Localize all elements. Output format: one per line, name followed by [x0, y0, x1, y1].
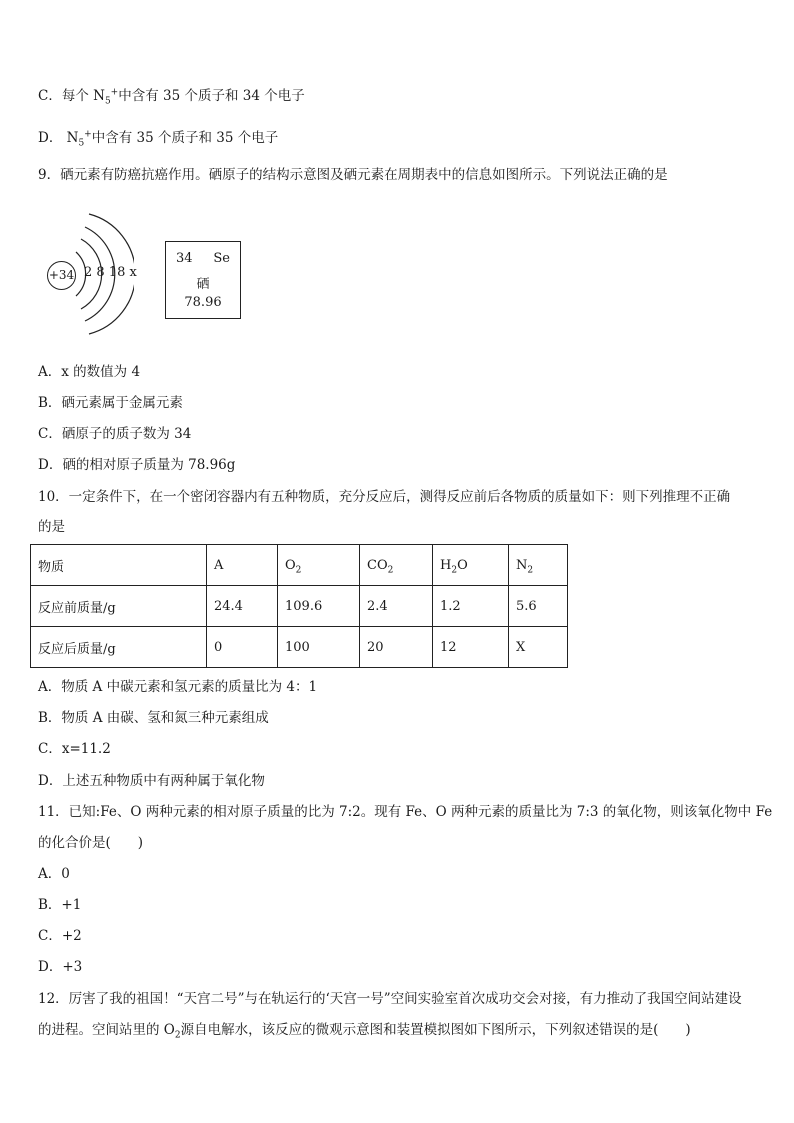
table-cell: 反应后质量/g — [31, 627, 207, 668]
q10-option-a: A．物质 A 中碳元素和氢元素的质量比为 4：1 — [38, 679, 318, 695]
table-cell: 12 — [433, 627, 509, 668]
periodic-table-cell — [165, 241, 241, 319]
q9-stem: 9．硒元素有防癌抗癌作用。硒原子的结构示意图及硒元素在周期表中的信息如图所示。下列说法正确的是 — [38, 167, 668, 183]
table-cell: 1.2 — [433, 586, 509, 627]
table-header-cell: 物质 — [31, 545, 207, 586]
table-row — [31, 627, 568, 668]
table-cell: 5.6 — [509, 586, 568, 627]
q11-option-c: C．+2 — [38, 928, 82, 944]
q11-stem-line1: 11．已知:Fe、O 两种元素的相对原子质量的比为 7:2。现有 Fe、O 两种元素的质量比为 7:3 的氧化物，则该氧化物中 Fe — [38, 804, 773, 820]
nucleus-charge: +34 — [47, 261, 76, 290]
table-header-cell: A — [207, 545, 278, 586]
q9-option-b: B．硒元素属于金属元素 — [38, 395, 183, 411]
q11-option-d: D．+3 — [38, 959, 83, 975]
element-symbol: Se — [213, 251, 230, 266]
q11-stem-line2: 的化合价是( ) — [38, 835, 144, 851]
q10-option-c: C．x=11.2 — [38, 741, 111, 757]
q11-option-a: A．0 — [38, 866, 70, 882]
q9-option-c: C．硒原子的质子数为 34 — [38, 426, 192, 442]
q8-option-d: D． $N_5^+$中含有 35 个质子和 35 个电子 — [38, 129, 279, 149]
mass-table — [30, 544, 568, 668]
table-header-cell: $H_2O$ — [433, 545, 509, 586]
table-header-cell: $O_2$ — [278, 545, 360, 586]
table-cell: 109.6 — [278, 586, 360, 627]
electron-shell-counts: 2 8 18 x — [84, 265, 137, 280]
table-cell: 20 — [360, 627, 433, 668]
table-header-cell: $N_2$ — [509, 545, 568, 586]
table-cell: 24.4 — [207, 586, 278, 627]
q10-stem-line1: 10．一定条件下，在一个密闭容器内有五种物质，充分反应后，测得反应前后各物质的质量如下：则下列推理不正确 — [38, 489, 731, 505]
table-cell: X — [509, 627, 568, 668]
q10-option-d: D．上述五种物质中有两种属于氧化物 — [38, 773, 265, 789]
q10-stem-line2: 的是 — [38, 519, 65, 535]
selenium-atom-diagram — [44, 208, 137, 336]
element-name: 硒 — [196, 277, 210, 292]
q12-stem-line2: 的进程。空间站里的 $O_2$源自电解水，该反应的微观示意图和装置模拟图如下图所示，下列叙述错误的是( ) — [38, 1022, 691, 1041]
q9-option-d: D．硒的相对原子质量为 78.96g — [38, 457, 236, 473]
q9-option-a: A．x 的数值为 4 — [38, 364, 141, 380]
table-row — [31, 586, 568, 627]
q12-stem-line1: 12．厉害了我的祖国！“天宫二号”与在轨运行的‘天宫一号”空间实验室首次成功交会对接，有力推动了我国空间站建设 — [38, 991, 742, 1007]
q10-option-b: B．物质 A 由碳、氢和氮三种元素组成 — [38, 710, 269, 726]
table-header-cell: $CO_2$ — [360, 545, 433, 586]
table-cell: 0 — [207, 627, 278, 668]
table-cell: 反应前质量/g — [31, 586, 207, 627]
q8-option-c: C．每个 $N_5^+$中含有 35 个质子和 34 个电子 — [38, 87, 305, 107]
q11-option-b: B．+1 — [38, 897, 82, 913]
table-cell: 2.4 — [360, 586, 433, 627]
atomic-number: 34 — [176, 251, 193, 266]
atomic-mass: 78.96 — [184, 295, 222, 310]
table-header-row — [31, 545, 568, 586]
table-cell: 100 — [278, 627, 360, 668]
